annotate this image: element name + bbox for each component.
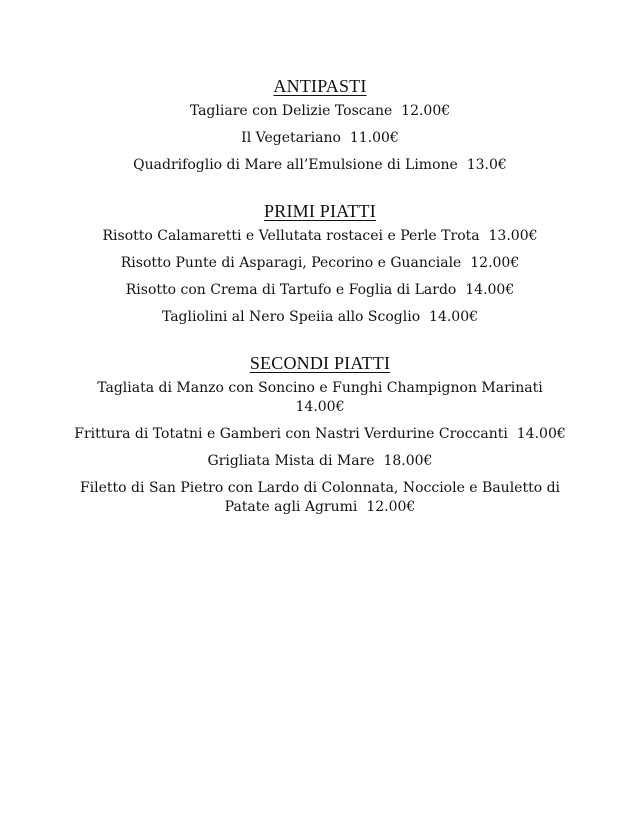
item-name: Risotto Punte di Asparagi, Pecorino e Guanciale	[120, 255, 462, 271]
item-name: Tagliata di Manzo con Soncino e Funghi Champignon Marinati	[97, 380, 543, 396]
menu-item	[20, 227, 620, 246]
section-title: ANTIPASTI	[273, 76, 367, 96]
item-price: 13.0€	[466, 157, 507, 173]
item-name: Tagliolini al Nero Speiia allo Scoglio	[161, 309, 421, 325]
item-name: Frittura di Totatni e Gamberi con Nastri Verdurine Croccanti	[74, 426, 508, 442]
section-antipasti	[60, 74, 580, 175]
menu-item	[60, 281, 580, 300]
item-price: 13.00€	[488, 228, 538, 244]
item-price: 11.00€	[349, 130, 399, 146]
menu-item	[60, 102, 580, 121]
menu-item	[20, 425, 620, 444]
menu-document	[60, 74, 580, 525]
item-price: 18.00€	[383, 453, 433, 469]
item-price: 14.00€	[465, 282, 515, 298]
section-primi-piatti	[60, 199, 580, 327]
menu-item	[60, 129, 580, 148]
menu-item	[60, 379, 580, 417]
item-price: 12.00€	[401, 103, 451, 119]
menu-item	[60, 452, 580, 471]
section-title: PRIMI PIATTI	[264, 201, 376, 221]
item-name: Il Vegetariano	[241, 130, 341, 146]
menu-item	[60, 156, 580, 175]
item-name: Tagliare con Delizie Toscane	[189, 103, 393, 119]
item-name: Risotto con Crema di Tartufo e Foglia di Lardo	[125, 282, 457, 298]
item-name: Filetto di San Pietro con Lardo di Colonnata, Nocciole e Bauletto di Patate agli Agrumi	[79, 480, 561, 515]
item-price: 14.00€	[295, 399, 345, 415]
item-name: Grigliata Mista di Mare	[207, 453, 375, 469]
menu-item	[60, 254, 580, 273]
section-title: SECONDI PIATTI	[249, 353, 391, 373]
menu-item	[60, 308, 580, 327]
item-price: 12.00€	[366, 499, 416, 515]
section-secondi-piatti	[60, 351, 580, 517]
menu-item	[60, 479, 580, 517]
item-price: 12.00€	[470, 255, 520, 271]
item-name: Risotto Calamaretti e Vellutata rostacei e Perle Trota	[102, 228, 480, 244]
item-price: 14.00€	[429, 309, 479, 325]
item-price: 14.00€	[516, 426, 566, 442]
item-name: Quadrifoglio di Mare all’Emulsione di Limone	[133, 157, 458, 173]
